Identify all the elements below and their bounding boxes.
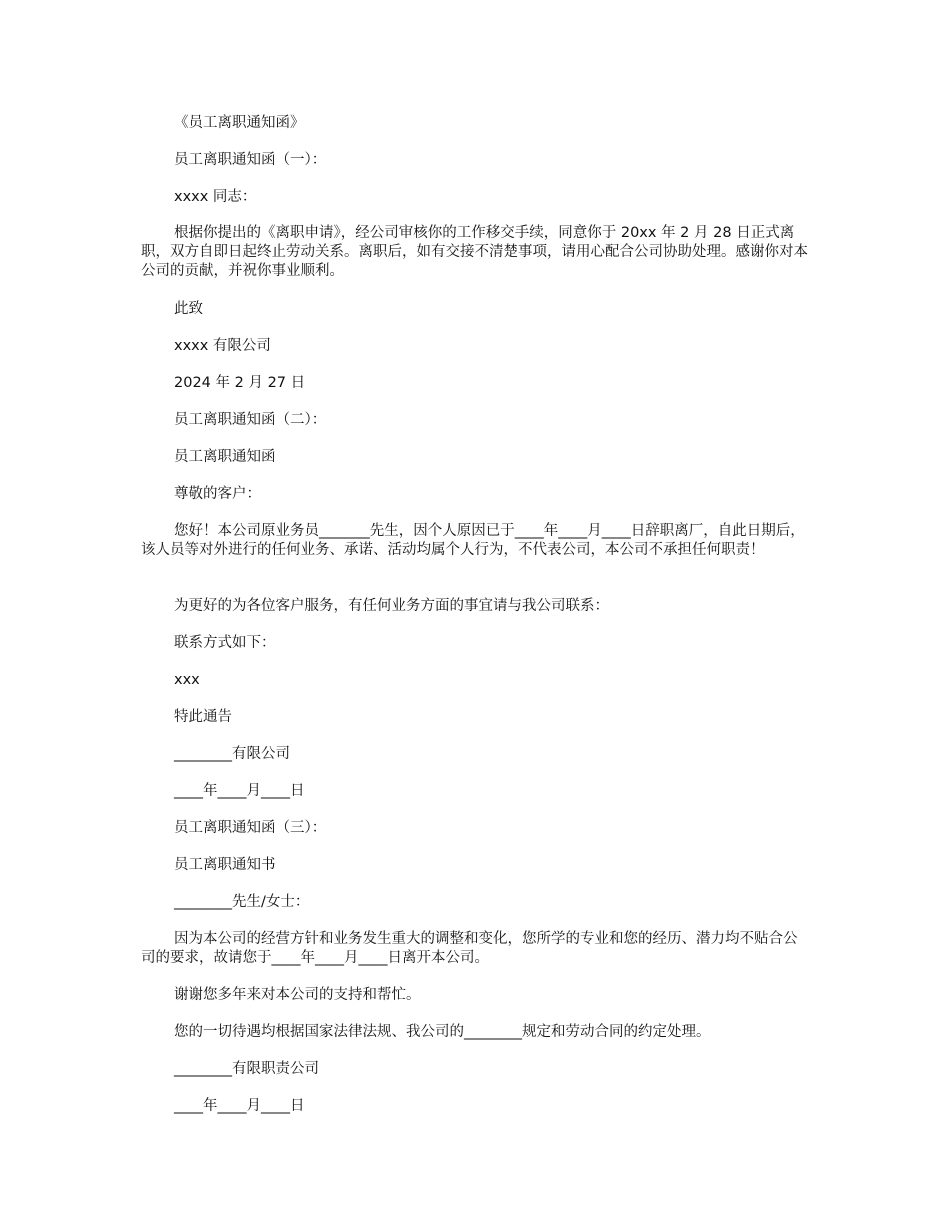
date-1: 2024 年 2 月 27 日 — [174, 375, 306, 391]
salutation-2: 尊敬的客户： — [174, 486, 261, 502]
body-paragraph-1: 根据你提出的《离职申请》，经公司审核你的工作移交手续，同意你于 20xx 年 2 月 28 日正式离职，双方自即日起终止劳动关系。离职后，如有交接不清楚事项，请用心配合公司协助处理。感谢你对本公司的贡献，并祝你事业顺利。 — [141, 225, 808, 279]
closing-1: 此致 — [174, 301, 203, 317]
thanks-paragraph: 谢谢您多年来对本公司的支持和帮忙。 — [174, 987, 421, 1003]
contact-value: xxx — [174, 672, 200, 688]
notice-title-3: 员工离职通知书 — [174, 857, 276, 873]
date-3: ____年____月____日 — [174, 1098, 305, 1114]
company-signature-1: xxxx 有限公司 — [174, 338, 271, 354]
document-title: 《员工离职通知函》 — [174, 115, 305, 131]
contact-label: 联系方式如下： — [174, 635, 276, 651]
section-heading-1: 员工离职通知函（一）： — [174, 152, 327, 168]
notice-closing: 特此通告 — [174, 709, 232, 725]
service-paragraph: 为更好的为各位客户服务，有任何业务方面的事宜请与我公司联系： — [174, 598, 609, 614]
body-paragraph-2: 您好！本公司原业务员_______先生，因个人原因已于____年____月____日辞职离厂，自此日期后，该人员等对外进行的任何业务、承诺、活动均属个人行为，不代表公司，本公司不承担任何职责！ — [141, 523, 805, 558]
body-paragraph-3: 因为本公司的经营方针和业务发生重大的调整和变化，您所学的专业和您的经历、潜力均不贴合公司的要求，故请您于____年____月____日离开本公司。 — [141, 931, 798, 966]
company-signature-3: ________有限职责公司 — [174, 1061, 319, 1077]
company-signature-2: ________有限公司 — [174, 746, 290, 762]
date-2: ____年____月____日 — [174, 783, 305, 799]
section-heading-2: 员工离职通知函（二）： — [174, 412, 327, 428]
section-heading-3: 员工离职通知函（三）： — [174, 820, 327, 836]
salutation-3: ________先生/女士： — [174, 894, 310, 910]
notice-title-2: 员工离职通知函 — [174, 449, 276, 465]
treatment-paragraph: 您的一切待遇均根据国家法律法规、我公司的________规定和劳动合同的约定处理。 — [174, 1024, 711, 1040]
salutation-1: xxxx 同志： — [174, 189, 257, 205]
